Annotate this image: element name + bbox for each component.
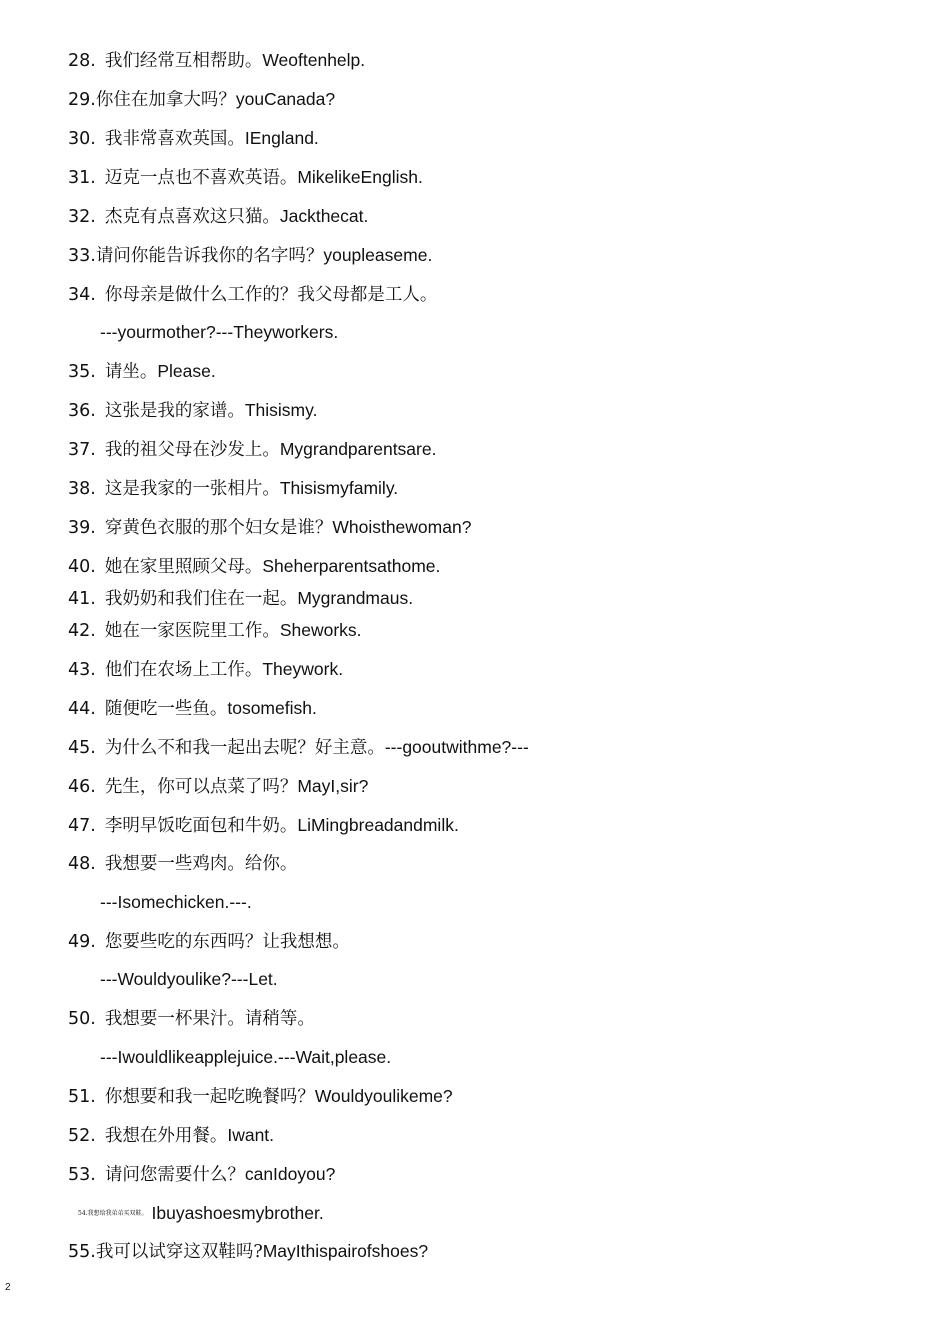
english-sentence: Please. xyxy=(157,361,216,381)
answer-line xyxy=(100,1046,391,1069)
list-item xyxy=(68,205,368,228)
english-sentence: Ibuyashoesmybrother. xyxy=(151,1203,324,1223)
chinese-sentence: 迈克一点也不喜欢英语。 xyxy=(104,168,298,188)
item-number: 34. xyxy=(68,285,96,305)
list-item xyxy=(68,1007,315,1030)
item-number: 38. xyxy=(68,479,96,499)
chinese-sentence: 她在家里照顾父母。 xyxy=(104,557,263,577)
chinese-sentence: 我想要一杯果汁。请稍等。 xyxy=(104,1009,315,1029)
list-item xyxy=(68,587,413,610)
list-item xyxy=(68,244,432,267)
chinese-sentence: 穿黄色衣服的那个妇女是谁？ xyxy=(104,518,333,538)
chinese-sentence: 这张是我的家谱。 xyxy=(104,401,245,421)
item-number: 43. xyxy=(68,660,96,680)
list-item xyxy=(68,166,423,189)
english-sentence: Thisismy. xyxy=(244,400,318,420)
list-item xyxy=(68,697,317,720)
chinese-sentence: 我奶奶和我们住在一起。 xyxy=(104,589,298,609)
item-number: 53. xyxy=(68,1165,96,1185)
item-number: 48. xyxy=(68,854,96,874)
english-sentence: Mygrandmaus. xyxy=(297,588,414,608)
list-item xyxy=(68,49,365,72)
list-item xyxy=(68,814,459,837)
english-sentence: ---Wouldyoulike?---Let. xyxy=(100,969,278,989)
english-sentence: Sheherparentsathome. xyxy=(262,556,441,576)
item-number: 31. xyxy=(68,168,96,188)
item-number: 47. xyxy=(68,816,96,836)
list-item xyxy=(68,477,398,500)
english-sentence: ---gooutwithme?--- xyxy=(384,737,529,757)
item-number: 46. xyxy=(68,777,96,797)
item-number: 36. xyxy=(68,401,96,421)
list-item xyxy=(68,360,216,383)
list-item xyxy=(68,1163,335,1186)
english-sentence: Weoftenhelp. xyxy=(262,50,366,70)
english-sentence: MikelikeEnglish. xyxy=(297,167,423,187)
english-sentence: ---yourmother?---Theyworkers. xyxy=(100,322,339,342)
english-sentence: Wouldyoulikeme? xyxy=(314,1086,453,1106)
english-sentence: Iwant. xyxy=(227,1125,275,1145)
list-item xyxy=(68,1240,428,1263)
english-sentence: Theywork. xyxy=(262,659,344,679)
chinese-sentence: 您要些吃的东西吗？让我想想。 xyxy=(104,932,350,952)
chinese-sentence: 我的祖父母在沙发上。 xyxy=(104,440,280,460)
english-sentence: Jackthecat. xyxy=(279,206,369,226)
item-number: 51. xyxy=(68,1087,96,1107)
list-item xyxy=(68,127,319,150)
english-sentence: Sheworks. xyxy=(279,620,362,640)
list-item xyxy=(68,283,437,306)
english-sentence: Mygrandparentsare. xyxy=(279,439,437,459)
english-sentence: youpleaseme. xyxy=(323,245,433,265)
chinese-sentence: 随便吃一些鱼。 xyxy=(104,699,228,719)
list-item xyxy=(68,1124,274,1147)
page-number: 2 xyxy=(5,1282,11,1293)
chinese-sentence: 我想要一些鸡肉。给你。 xyxy=(104,854,298,874)
item-number: 45. xyxy=(68,738,96,758)
list-item xyxy=(78,1202,324,1225)
english-sentence: MayIthispairofshoes? xyxy=(262,1241,429,1261)
chinese-sentence-small: 54.我想给我弟弟买双鞋。 xyxy=(78,1210,148,1217)
list-item xyxy=(68,658,343,681)
list-item xyxy=(68,516,471,539)
chinese-sentence: 你母亲是做什么工作的？我父母都是工人。 xyxy=(104,285,438,305)
english-sentence: Thisismyfamily. xyxy=(279,478,399,498)
english-sentence: ---Isomechicken.---. xyxy=(100,892,252,912)
item-number: 50. xyxy=(68,1009,96,1029)
chinese-sentence: 我们经常互相帮助。 xyxy=(104,51,263,71)
chinese-sentence: 我非常喜欢英国。 xyxy=(104,129,245,149)
answer-line xyxy=(100,968,278,991)
chinese-sentence: 先生，你可以点菜了吗？ xyxy=(104,777,298,797)
item-number: 29. xyxy=(68,90,96,110)
chinese-sentence: 杰克有点喜欢这只猫。 xyxy=(104,207,280,227)
english-sentence: IEngland. xyxy=(244,128,319,148)
item-number: 37. xyxy=(68,440,96,460)
english-sentence: Whoisthewoman? xyxy=(332,517,472,537)
item-number: 52. xyxy=(68,1126,96,1146)
chinese-sentence: 你住在加拿大吗？ xyxy=(95,90,236,110)
list-item xyxy=(68,1085,453,1108)
english-sentence: MayI,sir? xyxy=(297,776,369,796)
list-item xyxy=(68,399,317,422)
chinese-sentence: 李明早饭吃面包和牛奶。 xyxy=(104,816,298,836)
item-number: 39. xyxy=(68,518,96,538)
item-number: 41. xyxy=(68,589,96,609)
english-sentence: LiMingbreadandmilk. xyxy=(297,815,459,835)
english-sentence: canIdoyou? xyxy=(244,1164,336,1184)
list-item xyxy=(68,852,297,875)
list-item xyxy=(68,775,368,798)
chinese-sentence: 请问你能告诉我你的名字吗？ xyxy=(95,246,324,266)
item-number: 55. xyxy=(68,1242,96,1262)
chinese-sentence: 他们在农场上工作。 xyxy=(104,660,263,680)
answer-line xyxy=(100,321,338,344)
chinese-sentence: 这是我家的一张相片。 xyxy=(104,479,280,499)
chinese-sentence: 你想要和我一起吃晚餐吗？ xyxy=(104,1087,315,1107)
chinese-sentence: 我想在外用餐。 xyxy=(104,1126,228,1146)
item-number: 30. xyxy=(68,129,96,149)
english-sentence: tosomefish. xyxy=(227,698,317,718)
item-number: 44. xyxy=(68,699,96,719)
item-number: 33. xyxy=(68,246,96,266)
item-number: 42. xyxy=(68,621,96,641)
item-number: 28. xyxy=(68,51,96,71)
list-item xyxy=(68,438,436,461)
chinese-sentence: 请问您需要什么？ xyxy=(104,1165,245,1185)
english-sentence: youCanada? xyxy=(235,89,336,109)
chinese-sentence: 请坐。 xyxy=(104,362,158,382)
list-item xyxy=(68,736,529,759)
chinese-sentence: 我可以试穿这双鞋吗? xyxy=(95,1242,263,1262)
list-item xyxy=(68,930,350,953)
item-number: 49. xyxy=(68,932,96,952)
list-item xyxy=(68,88,335,111)
chinese-sentence: 她在一家医院里工作。 xyxy=(104,621,280,641)
answer-line xyxy=(100,891,252,914)
english-sentence: ---Iwouldlikeapplejuice.---Wait,please. xyxy=(100,1047,392,1067)
item-number: 40. xyxy=(68,557,96,577)
item-number: 35. xyxy=(68,362,96,382)
item-number: 32. xyxy=(68,207,96,227)
chinese-sentence: 为什么不和我一起出去呢？好主意。 xyxy=(104,738,385,758)
list-item xyxy=(68,619,362,642)
list-item xyxy=(68,555,440,578)
